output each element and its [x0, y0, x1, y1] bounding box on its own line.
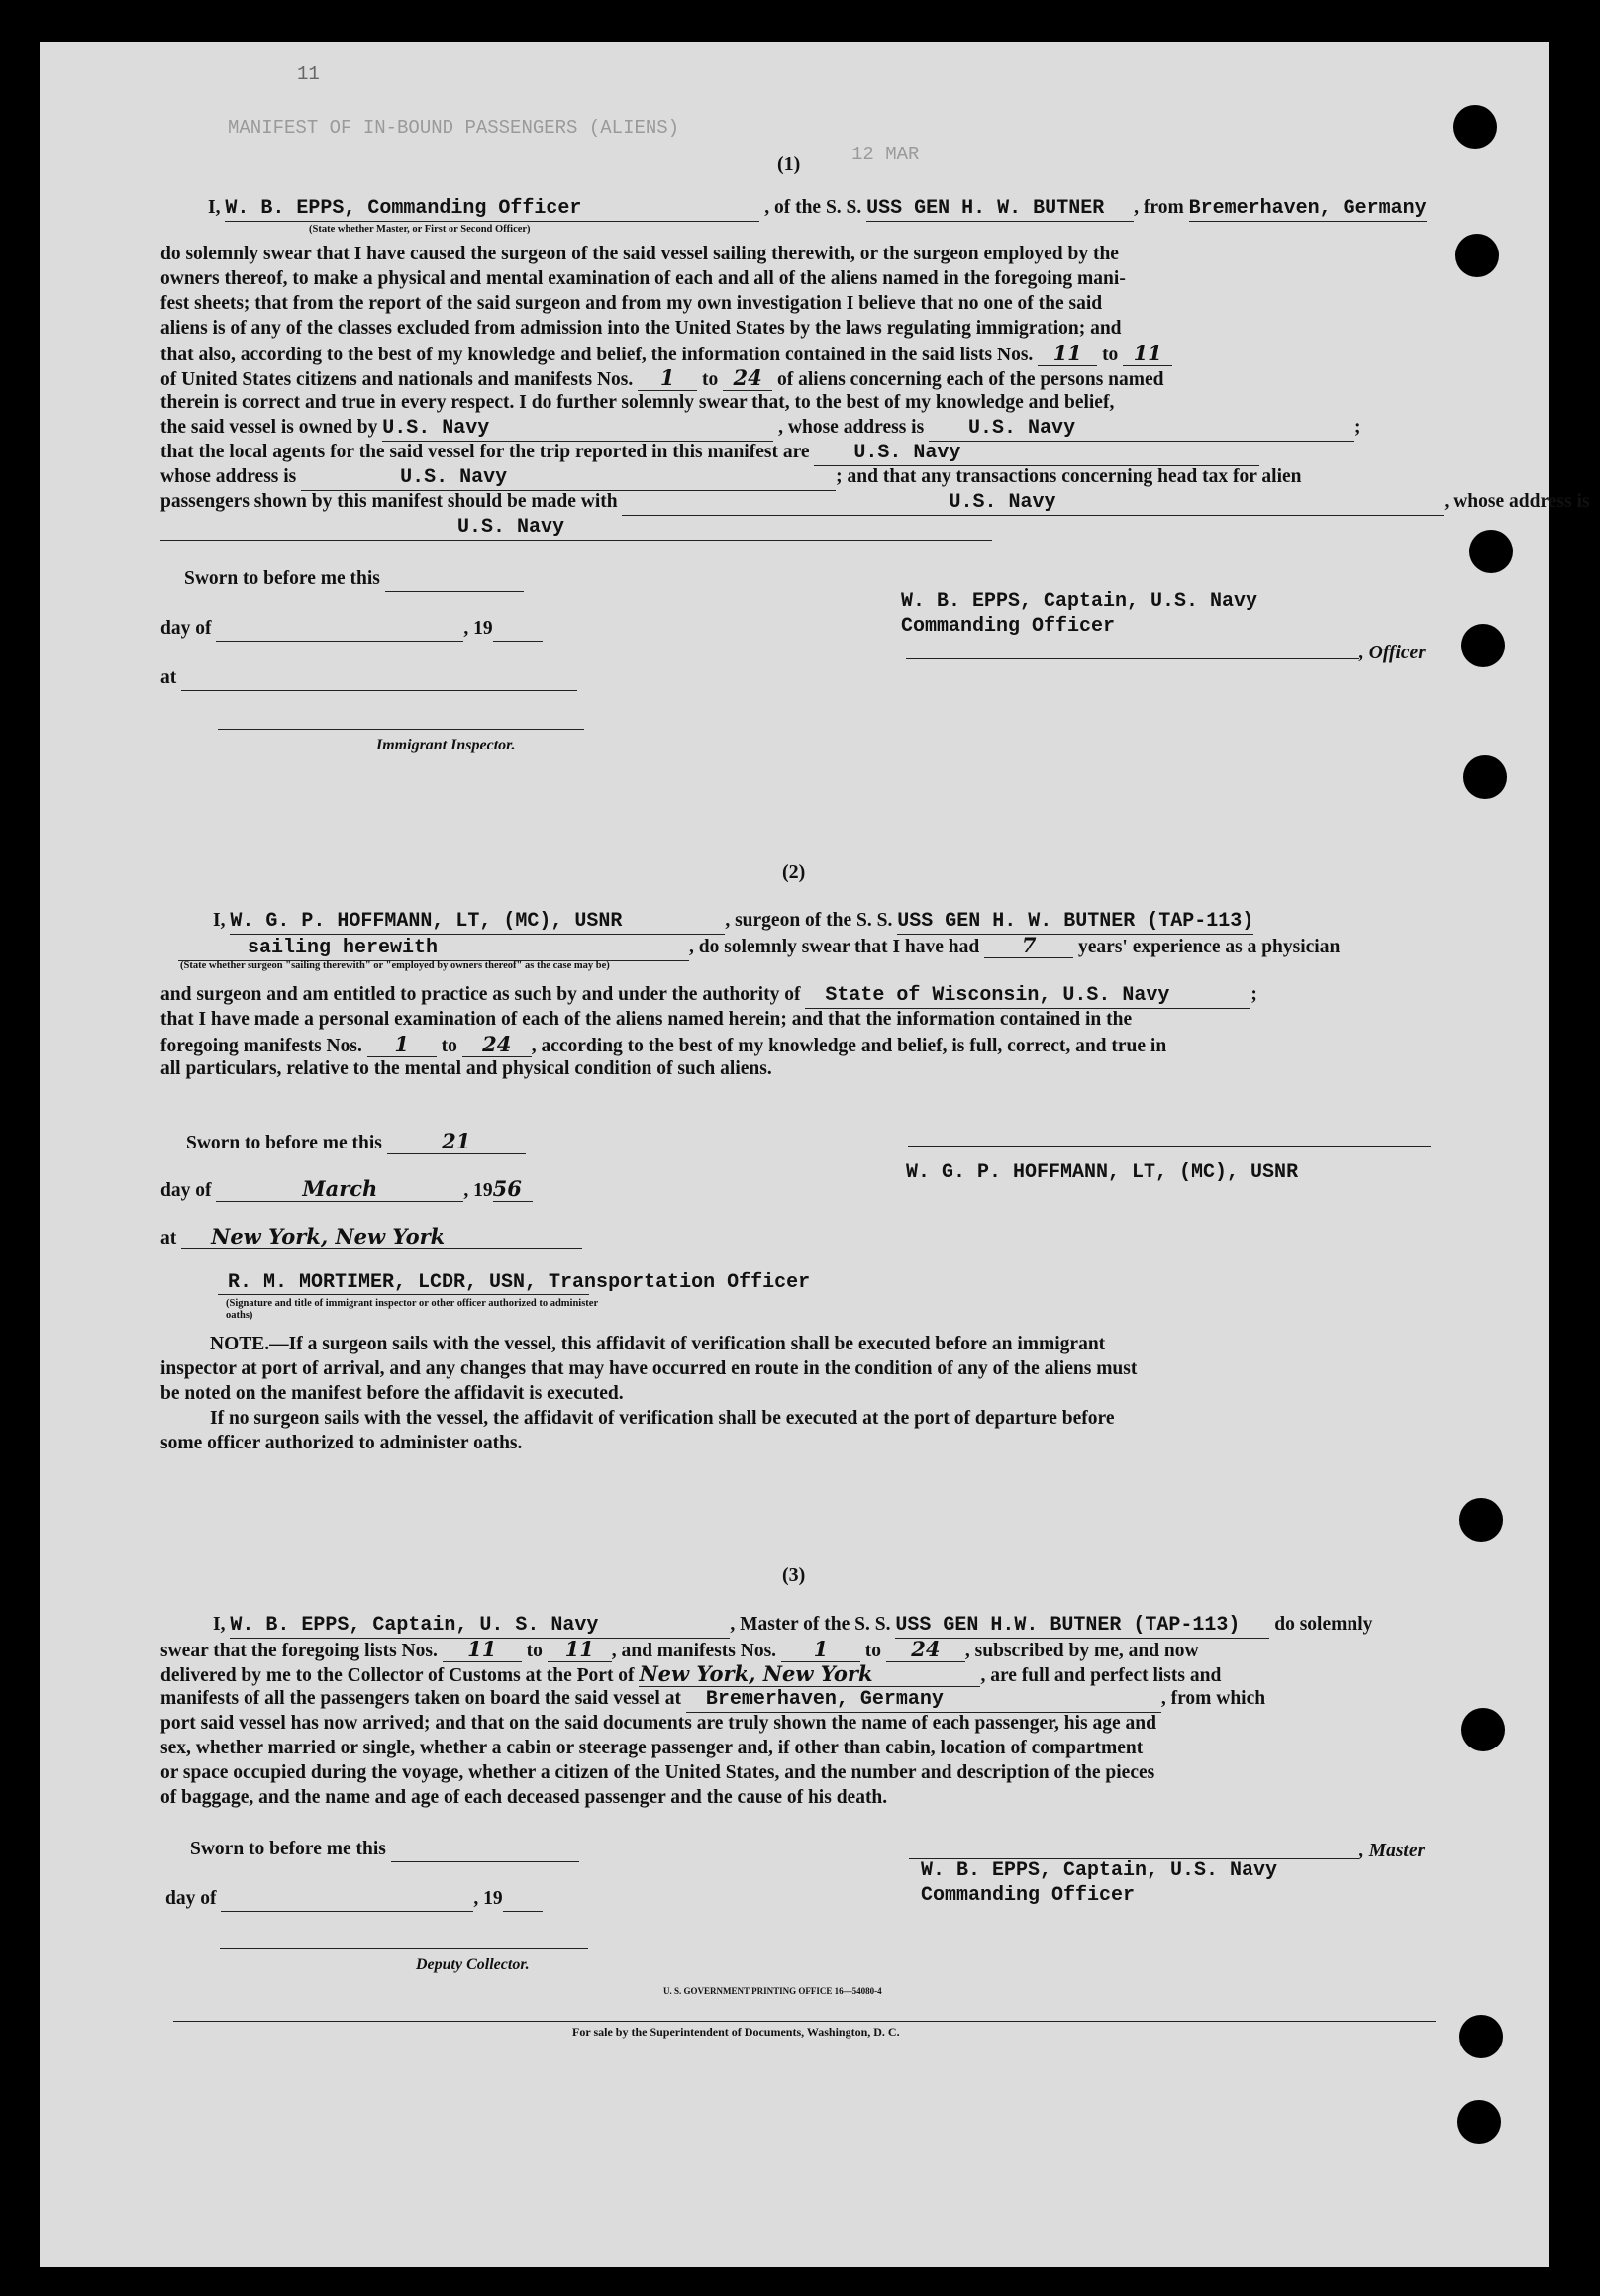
place-row: at New York, New York — [160, 1224, 582, 1250]
manifests-line: of United States citizens and nationals and manifests Nos. 1 to 24 of aliens concerning each of the persons named — [160, 365, 1164, 390]
lists-line: swear that the foregoing lists Nos. 11 to 11 , and manifests Nos. 1 to 24 , subscribed by me, and now — [160, 1637, 1199, 1661]
oath-paragraph: do solemnly swear that I have caused the surgeon of the said vessel sailing therewith, or the surgeon employed by the owners thereof, to make a physical and mental examination of each and all of the aliens named in the foregoing mani- fest sheets; that from the report of the said surgeon and from my own investigation I believe that no one of the said aliens is of any of the classes excluded from admission into the United States by the laws regulating immigration; and — [160, 244, 1126, 339]
foregoing-line: foregoing manifests Nos. 1 to 24 , according to the best of my knowledge and belief, is full, correct, and true in — [160, 1032, 1167, 1056]
master-signature: W. B. EPPS, Captain, U.S. Navy — [921, 1859, 1278, 1882]
lists-line: that also, according to the best of my knowledge and belief, the information contained in the said lists Nos. 11 to 11 — [160, 341, 1172, 367]
inspector-signature-line — [218, 729, 584, 730]
master-oath-paragraph: port said vessel has now arrived; and that on the said documents are truly shown the name of each passenger, his age and sex, whether married or single, whether a cabin or steerage passenger and, if other than cabin, location of compartment or space occupied during the voyage, whether a citizen of the United States, and the number and description of the pieces of baggage, and the name and age of each deceased passenger and the cause of his death. — [160, 1713, 1156, 1808]
binder-hole — [1459, 1498, 1503, 1542]
section-number: (3) — [782, 1564, 806, 1586]
vessel-name: USS GEN H.W. BUTNER (TAP-113) — [895, 1613, 1269, 1639]
agents-line: that the local agents for the said vessel for the trip reported in this manifest are U.S. Navy — [160, 440, 1259, 466]
binder-hole — [1457, 2100, 1501, 2144]
inspector-label: Immigrant Inspector. — [376, 737, 516, 753]
head-tax-address: U.S. Navy — [160, 514, 992, 541]
day-row: day of , 19 — [165, 1886, 543, 1912]
transportation-officer-note: (Signature and title of immigrant inspector or other officer authorized to administer oaths) — [226, 1298, 598, 1321]
section-number: (2) — [782, 861, 806, 883]
agents-address-line: whose address is U.S. Navy ; and that any transactions concerning head tax for alien — [160, 466, 1302, 489]
binder-hole — [1463, 755, 1507, 799]
footer-rule — [173, 2021, 1436, 2022]
delivered-line: delivered by me to the Collector of Customs at the Port of New York, New York , are full and perfect lists and — [160, 1661, 1222, 1686]
binder-hole — [1453, 105, 1497, 149]
transportation-officer-signature: R. M. MORTIMER, LCDR, USN, Transportation Officer — [228, 1271, 811, 1294]
departure-port: Bremerhaven, Germany — [1188, 197, 1427, 220]
transportation-officer-line — [218, 1294, 589, 1295]
correct-line: therein is correct and true in every respect. I do further solemnly swear that, to the best of my knowledge and belief, — [160, 392, 1115, 413]
surgeon-name: W. G. P. HOFFMANN, LT, (MC), USNR — [230, 909, 725, 935]
section-number: (1) — [777, 153, 801, 175]
at-row: at — [160, 665, 577, 691]
binder-hole — [1461, 624, 1505, 667]
printer-mark: U. S. GOVERNMENT PRINTING OFFICE 16—54080-4 — [663, 1986, 882, 1996]
exam-line: that I have made a personal examination of each of the aliens named herein; and that the information contained in the — [160, 1009, 1133, 1030]
master-title: Commanding Officer — [921, 1884, 1136, 1907]
collector-signature-line — [220, 1948, 588, 1949]
binder-hole — [1455, 234, 1499, 277]
binder-hole — [1459, 2015, 1503, 2058]
sailing-note: (State whether surgeon "sailing therewith" or "employed by owners thereof" as the case may be) — [180, 960, 610, 971]
surgeon-signature: W. G. P. HOFFMANN, LT, (MC), USNR — [906, 1161, 1299, 1184]
binder-hole — [1461, 1708, 1505, 1751]
sworn-row: Sworn to before me this — [190, 1837, 579, 1862]
master-suffix: , Master — [1359, 1841, 1426, 1861]
officer-note: (State whether Master, or First or Second Officer) — [309, 224, 531, 235]
note-paragraph: NOTE.—If a surgeon sails with the vessel, this affidavit of verification shall be executed before an immigrant inspector at port of arrival, and any changes that may have occurred en route in the condition of any of the aliens must be noted on the manifest before the affidavit is executed. If no surgeon sails with the vessel, the affidavit of verification shall be executed at the port of departure before some officer authorized to administer oaths. — [160, 1334, 1138, 1453]
collector-label: Deputy Collector. — [416, 1956, 530, 1973]
head-tax-line: passengers shown by this manifest should be made with U.S. Navy , whose address is — [160, 491, 1590, 514]
officer-line: I, W. B. EPPS, Commanding Officer , of the S. S. USS GEN H. W. BUTNER , from Bremerhaven, Germany — [208, 197, 1427, 220]
sworn-row: Sworn to before me this 21 — [186, 1129, 526, 1155]
vessel-name: USS GEN H. W. BUTNER (TAP-113) — [897, 910, 1254, 933]
sailing-line: sailing herewith , do solemnly swear that I have had 7 years' experience as a physician — [178, 933, 1340, 961]
page-number: 11 — [297, 63, 320, 85]
surgeon-line: I, W. G. P. HOFFMANN, LT, (MC), USNR , surgeon of the S. S. USS GEN H. W. BUTNER (TAP-113) — [213, 910, 1254, 933]
faded-title: MANIFEST OF IN-BOUND PASSENGERS (ALIENS) — [228, 117, 680, 139]
officer-title: Commanding Officer — [901, 615, 1116, 638]
vessel-name: USS GEN H. W. BUTNER — [866, 196, 1134, 222]
sale-notice: For sale by the Superintendent of Documents, Washington, D. C. — [572, 2025, 900, 2039]
day-row: day of March , 1956 — [160, 1176, 533, 1203]
faded-date: 12 MAR — [851, 144, 920, 165]
surgeon-signature-line — [908, 1146, 1431, 1147]
day-row: day of , 19 — [160, 616, 543, 642]
officer-suffix: , Officer — [1359, 643, 1426, 663]
owned-line: the said vessel is owned by U.S. Navy , whose address is U.S. Navy ; — [160, 417, 1361, 440]
officer-signature-line — [906, 658, 1359, 659]
taken-line: manifests of all the passengers taken on board the said vessel at Bremerhaven, Germany , from which — [160, 1688, 1266, 1711]
authority-line: and surgeon and am entitled to practice as such by and under the authority of State of Wisconsin, U.S. Navy ; — [160, 984, 1257, 1007]
particulars-line: all particulars, relative to the mental and physical condition of such aliens. — [160, 1058, 772, 1079]
master-name: W. B. EPPS, Captain, U. S. Navy — [230, 1613, 730, 1639]
sworn-row: Sworn to before me this — [184, 566, 524, 592]
master-line: I, W. B. EPPS, Captain, U. S. Navy , Master of the S. S. USS GEN H.W. BUTNER (TAP-113) do solemnly — [213, 1614, 1373, 1637]
officer-name: W. B. EPPS, Commanding Officer — [225, 196, 759, 222]
officer-signature: W. B. EPPS, Captain, U.S. Navy — [901, 590, 1258, 613]
binder-hole — [1469, 530, 1513, 573]
